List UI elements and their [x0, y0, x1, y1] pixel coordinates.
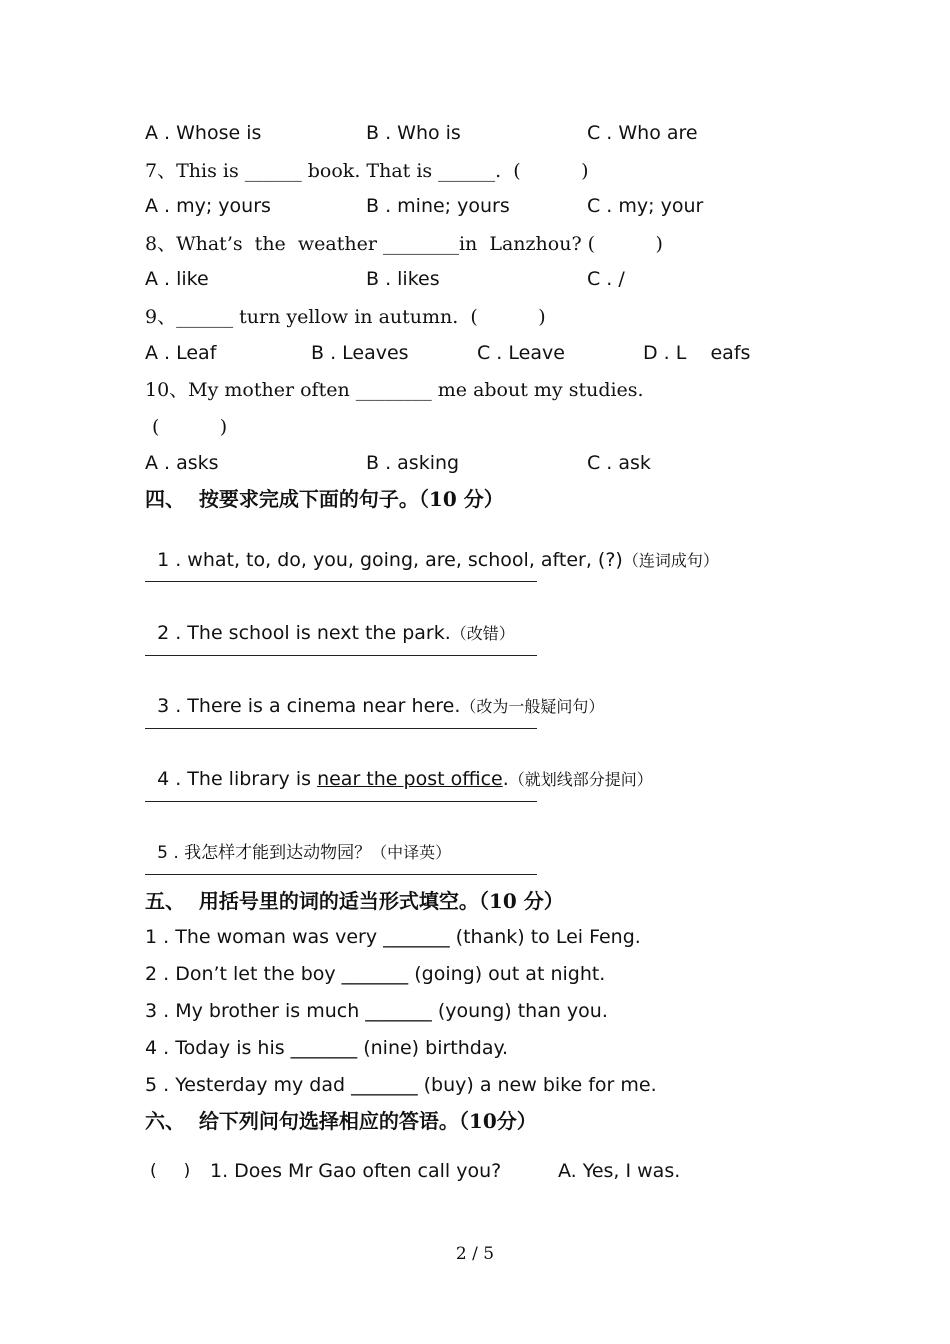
answer-line-4 [145, 801, 537, 802]
q7-option-b: B . mine; yours [366, 195, 510, 217]
s4-item-1-note: （连词成句） [622, 551, 719, 570]
q6-option-b: B . Who is [366, 122, 461, 144]
s4-item-4-note: （就划线部分提问） [508, 770, 653, 789]
s4-item-1-text: 1 . what, to, do, you, going, are, school, after, (?) [157, 549, 623, 571]
s5-item-4: 4 . Today is his _______ (nine) birthday. [145, 1037, 509, 1059]
q9-option-a: A . Leaf [145, 342, 217, 364]
page-number: 2 / 5 [455, 1244, 495, 1264]
q7-option-c: C . my; your [587, 195, 704, 217]
s5-item-1: 1 . The woman was very _______ (thank) to Lei Feng. [145, 926, 641, 948]
q10-option-c: C . ask [587, 452, 651, 474]
s4-item-2-text: 2 . The school is next the park. [157, 622, 451, 644]
q7-stem: 7、This is ______ book. That is ______. ( ) [145, 160, 589, 182]
s5-item-3: 3 . My brother is much _______ (young) than you. [145, 1000, 608, 1022]
q6-option-c: C . Who are [587, 122, 698, 144]
q10-answer-paren: ( ) [152, 416, 228, 438]
section4-heading: 四、 按要求完成下面的句子。（10 分） [145, 487, 504, 511]
s4-item-2-note: （改错） [450, 624, 515, 643]
s4-item-3-note: （改为一般疑问句） [460, 697, 605, 716]
s6-row1-answer: A. Yes, I was. [558, 1160, 681, 1182]
s4-item-5-text: 5 . 我怎样才能到达动物园？ [157, 843, 372, 863]
q8-option-c: C . / [587, 268, 625, 290]
s4-item-2 [145, 597, 515, 646]
s6-row1-paren: ( ) [150, 1161, 191, 1181]
section6-heading: 六、 给下列问句选择相应的答语。（10分） [145, 1109, 537, 1133]
q10-option-b: B . asking [366, 452, 460, 474]
q8-option-b: B . likes [366, 268, 440, 290]
q10-option-a: A . asks [145, 452, 219, 474]
answer-line-5 [145, 874, 537, 875]
s4-item-3 [145, 670, 604, 719]
answer-line-1 [145, 581, 537, 582]
q9-option-b: B . Leaves [311, 342, 409, 364]
q8-option-a: A . like [145, 268, 209, 290]
answer-line-3 [145, 728, 537, 729]
q10-stem: 10、My mother often ________ me about my studies. [145, 379, 644, 401]
q6-option-a: A . Whose is [145, 122, 262, 144]
s4-item-4-pre: 4 . The library is [157, 768, 318, 790]
s4-item-4-post: . [502, 768, 509, 790]
q9-option-c: C . Leave [477, 342, 565, 364]
s5-item-5: 5 . Yesterday my dad _______ (buy) a new bike for me. [145, 1074, 657, 1096]
answer-line-2 [145, 655, 537, 656]
s4-item-3-text: 3 . There is a cinema near here. [157, 695, 461, 717]
q9-option-d: D . L eafs [643, 342, 751, 364]
s4-item-4-underlined: near the post office [317, 768, 503, 790]
s6-row1-question: 1. Does Mr Gao often call you? [210, 1160, 502, 1182]
section5-heading: 五、 用括号里的词的适当形式填空。（10 分） [145, 889, 564, 913]
s4-item-4 [145, 743, 653, 792]
q8-stem: 8、What’s the weather ________in Lanzhou? ( ) [145, 233, 663, 255]
s4-item-5 [145, 816, 451, 865]
q9-stem: 9、______ turn yellow in autumn. ( ) [145, 306, 546, 328]
s4-item-5-note: （中译英） [371, 843, 452, 862]
s4-item-1 [145, 524, 719, 573]
q7-option-a: A . my; yours [145, 195, 271, 217]
s5-item-2: 2 . Don’t let the boy _______ (going) out at night. [145, 963, 606, 985]
